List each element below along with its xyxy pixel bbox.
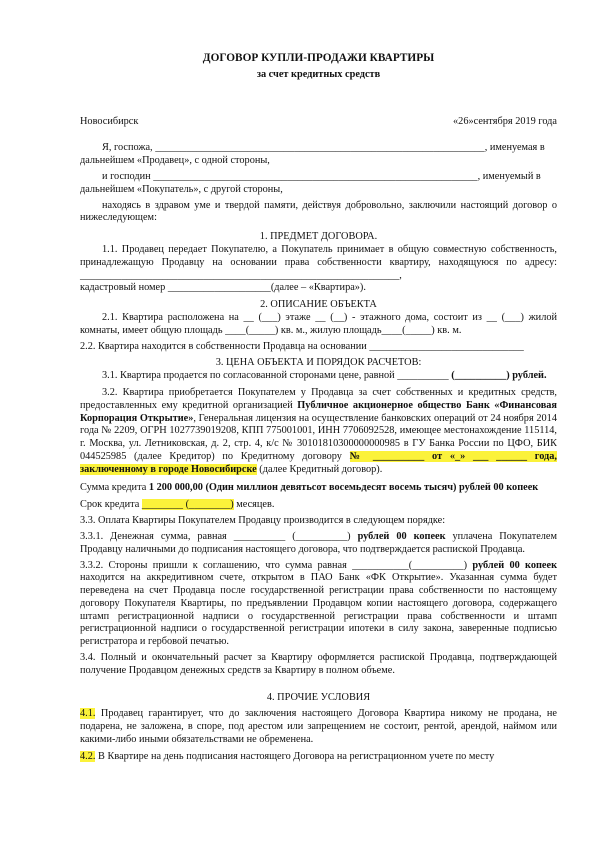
document-subtitle: за счет кредитных средств [256, 68, 381, 80]
clause-3-3-1-end: уплачена Покупателем Продавцу наличными до подписания настоящего договора, что подтверждается распиской Продавца. [80, 530, 557, 555]
section-4-heading: 4. ПРОЧИЕ УСЛОВИЯ [266, 691, 371, 703]
clause-3-3-2-amount: рублей 00 копеек [472, 559, 557, 571]
clause-3-1-text: 3.1. Квартира продается по согласованной сторонами цене, равной __________ [102, 370, 449, 382]
clause-2-2: 2.2. Квартира находится в собственности Продавца на основании ______________________________ [80, 340, 524, 352]
clause-3-1 [80, 370, 557, 383]
buyer-cont: дальнейшем «Покупатель», с другой стороны, [80, 183, 283, 195]
loan-term [80, 499, 557, 512]
contract-date: «26»сентября 2019 года [453, 115, 557, 127]
document-title: ДОГОВОР КУПЛИ-ПРОДАЖИ КВАРТИРЫ [202, 52, 435, 64]
clause-3-2-end: (далее Кредитный договор). [256, 463, 383, 475]
seller-line: Я, госпожа, ________________________________________________________________, именуемая в [102, 142, 545, 154]
clause-1-1: 1.1. Продавец передает Покупателю, а Покупатель принимает в общую совместную собственность, принадлежащую Продавцу на основании права собственности квартиру, находящуюся по адресу: ______________________________________________________________, [80, 243, 557, 281]
place-date-row [80, 116, 557, 129]
clause-3-3-1 [80, 531, 557, 557]
clause-3-3-2 [80, 560, 557, 650]
loan-sum-label: Сумма кредита [80, 481, 149, 493]
clause-3-2 [80, 387, 557, 477]
clause-4-2 [80, 751, 557, 764]
loan-term-unit: месяцев. [233, 499, 275, 511]
bank-details: , Генеральная лицензия на осуществление банковских операций от 24 ноября 2014 года № 2209, ОГРН 1027739019208, КПП 775001001, ИНН 7706092528, имеющее местонахождение 115114, г. Москва, ул. Летниковская, д. 2, стр. 4, к/с № 30101810300000000985 в ГУ Банка России по ЦФО, БИК 044525985 (далее Кредитор) по Кредитному договору [80, 412, 557, 462]
section-3-heading: 3. ЦЕНА ОБЪЕКТА И ПОРЯДОК РАСЧЕТОВ: [215, 357, 422, 369]
clause-1-1-cadastral: кадастровый номер ____________________(далее – «Квартира»). [80, 282, 366, 294]
seller-cont: дальнейшем «Продавец», с одной стороны, [80, 155, 270, 167]
city: Новосибирск [80, 115, 139, 127]
loan-agreement-ref: № __________ от «_» ___ ______ года, заключенному в городе Новосибирске [80, 450, 557, 475]
clause-2-1: 2.1. Квартира расположена на __ (___) этаже __ (__) - этажного дома, состоит из __ (___) жилой комнаты, имеет общую площадь ____(_____) кв. м., жилую площадь____(_____) кв. м. [80, 311, 557, 336]
clause-4-1-number: 4.1. [80, 708, 96, 720]
clause-4-1 [80, 708, 557, 746]
loan-sum-value: 1 200 000,00 (Один миллион девятьсот восемьдесят восемь тысяч) рублей 00 копеек [148, 481, 539, 493]
clause-3-2-intro: 3.2. Квартира приобретается Покупателем у Продавца за счет собственных и кредитных средств, предоставленных ему кредитной организацией [80, 386, 557, 411]
clause-3-3-1-amount: рублей 00 копеек [357, 530, 446, 542]
clause-3-1-price: (__________) рублей. [451, 370, 547, 382]
clause-4-2-number: 4.2. [80, 750, 96, 762]
clause-3-3-2-text: 3.3.2. Стороны пришли к соглашению, что сумма равная ___________(__________) [80, 559, 473, 571]
parties-block [80, 142, 557, 225]
clause-4-2-text: В Квартире на день подписания настоящего Договора на регистрационном учете по месту [95, 750, 495, 762]
loan-term-label: Срок кредита [80, 499, 142, 511]
intro-text: находясь в здравом уме и твердой памяти, действуя добровольно, заключили настоящий договор о нижеследующем: [80, 199, 557, 224]
loan-term-value: ________ (________) [141, 499, 234, 511]
loan-sum [80, 482, 557, 495]
clause-3-4: 3.4. Полный и окончательный расчет за Квартиру оформляется распиской Продавца, подтверждающей получение Продавцом денежных средств за Квартиру в полном объеме. [80, 652, 557, 676]
bank-name: Публичное акционерное общество Банк «Финансовая Корпорация Открытие» [80, 399, 557, 424]
clause-3-3-1-text: 3.3.1. Денежная сумма, равная __________ (__________) [80, 530, 358, 542]
clause-3-3-2-end: находится на аккредитивном счете, открытом в ПАО Банк «ФК Открытие». Указанная сумма будет переведена на счет Продавца после государственной регистрации права собственности по настоящему договору Покупателя Квартиры, по предъявлении Продавцом копии настоящего договора, содержащего штамп регистрационной надписи о государственной регистрации права собственности и штамп регистрационной надписи о государственной регистрации ипотеки в силу закона, заверенные подписью регистратора и гербовой печатью. [80, 572, 557, 648]
buyer-line: и господин _______________________________________________________________, именуемый в [102, 170, 541, 182]
section-1-heading: 1. ПРЕДМЕТ ДОГОВОРА. [259, 231, 378, 243]
section-2-heading: 2. ОПИСАНИЕ ОБЪЕКТА [260, 299, 377, 311]
clause-4-1-text: Продавец гарантирует, что до заключения настоящего Договора Квартира никому не продана, не подарена, не заложена, в споре, под арестом или запрещением не состоит, рентой, арендой, наймом или какими-либо иными обязательствами не обременена. [80, 708, 557, 746]
clause-3-3: 3.3. Оплата Квартиры Покупателем Продавцу производится в следующем порядке: [80, 515, 446, 527]
